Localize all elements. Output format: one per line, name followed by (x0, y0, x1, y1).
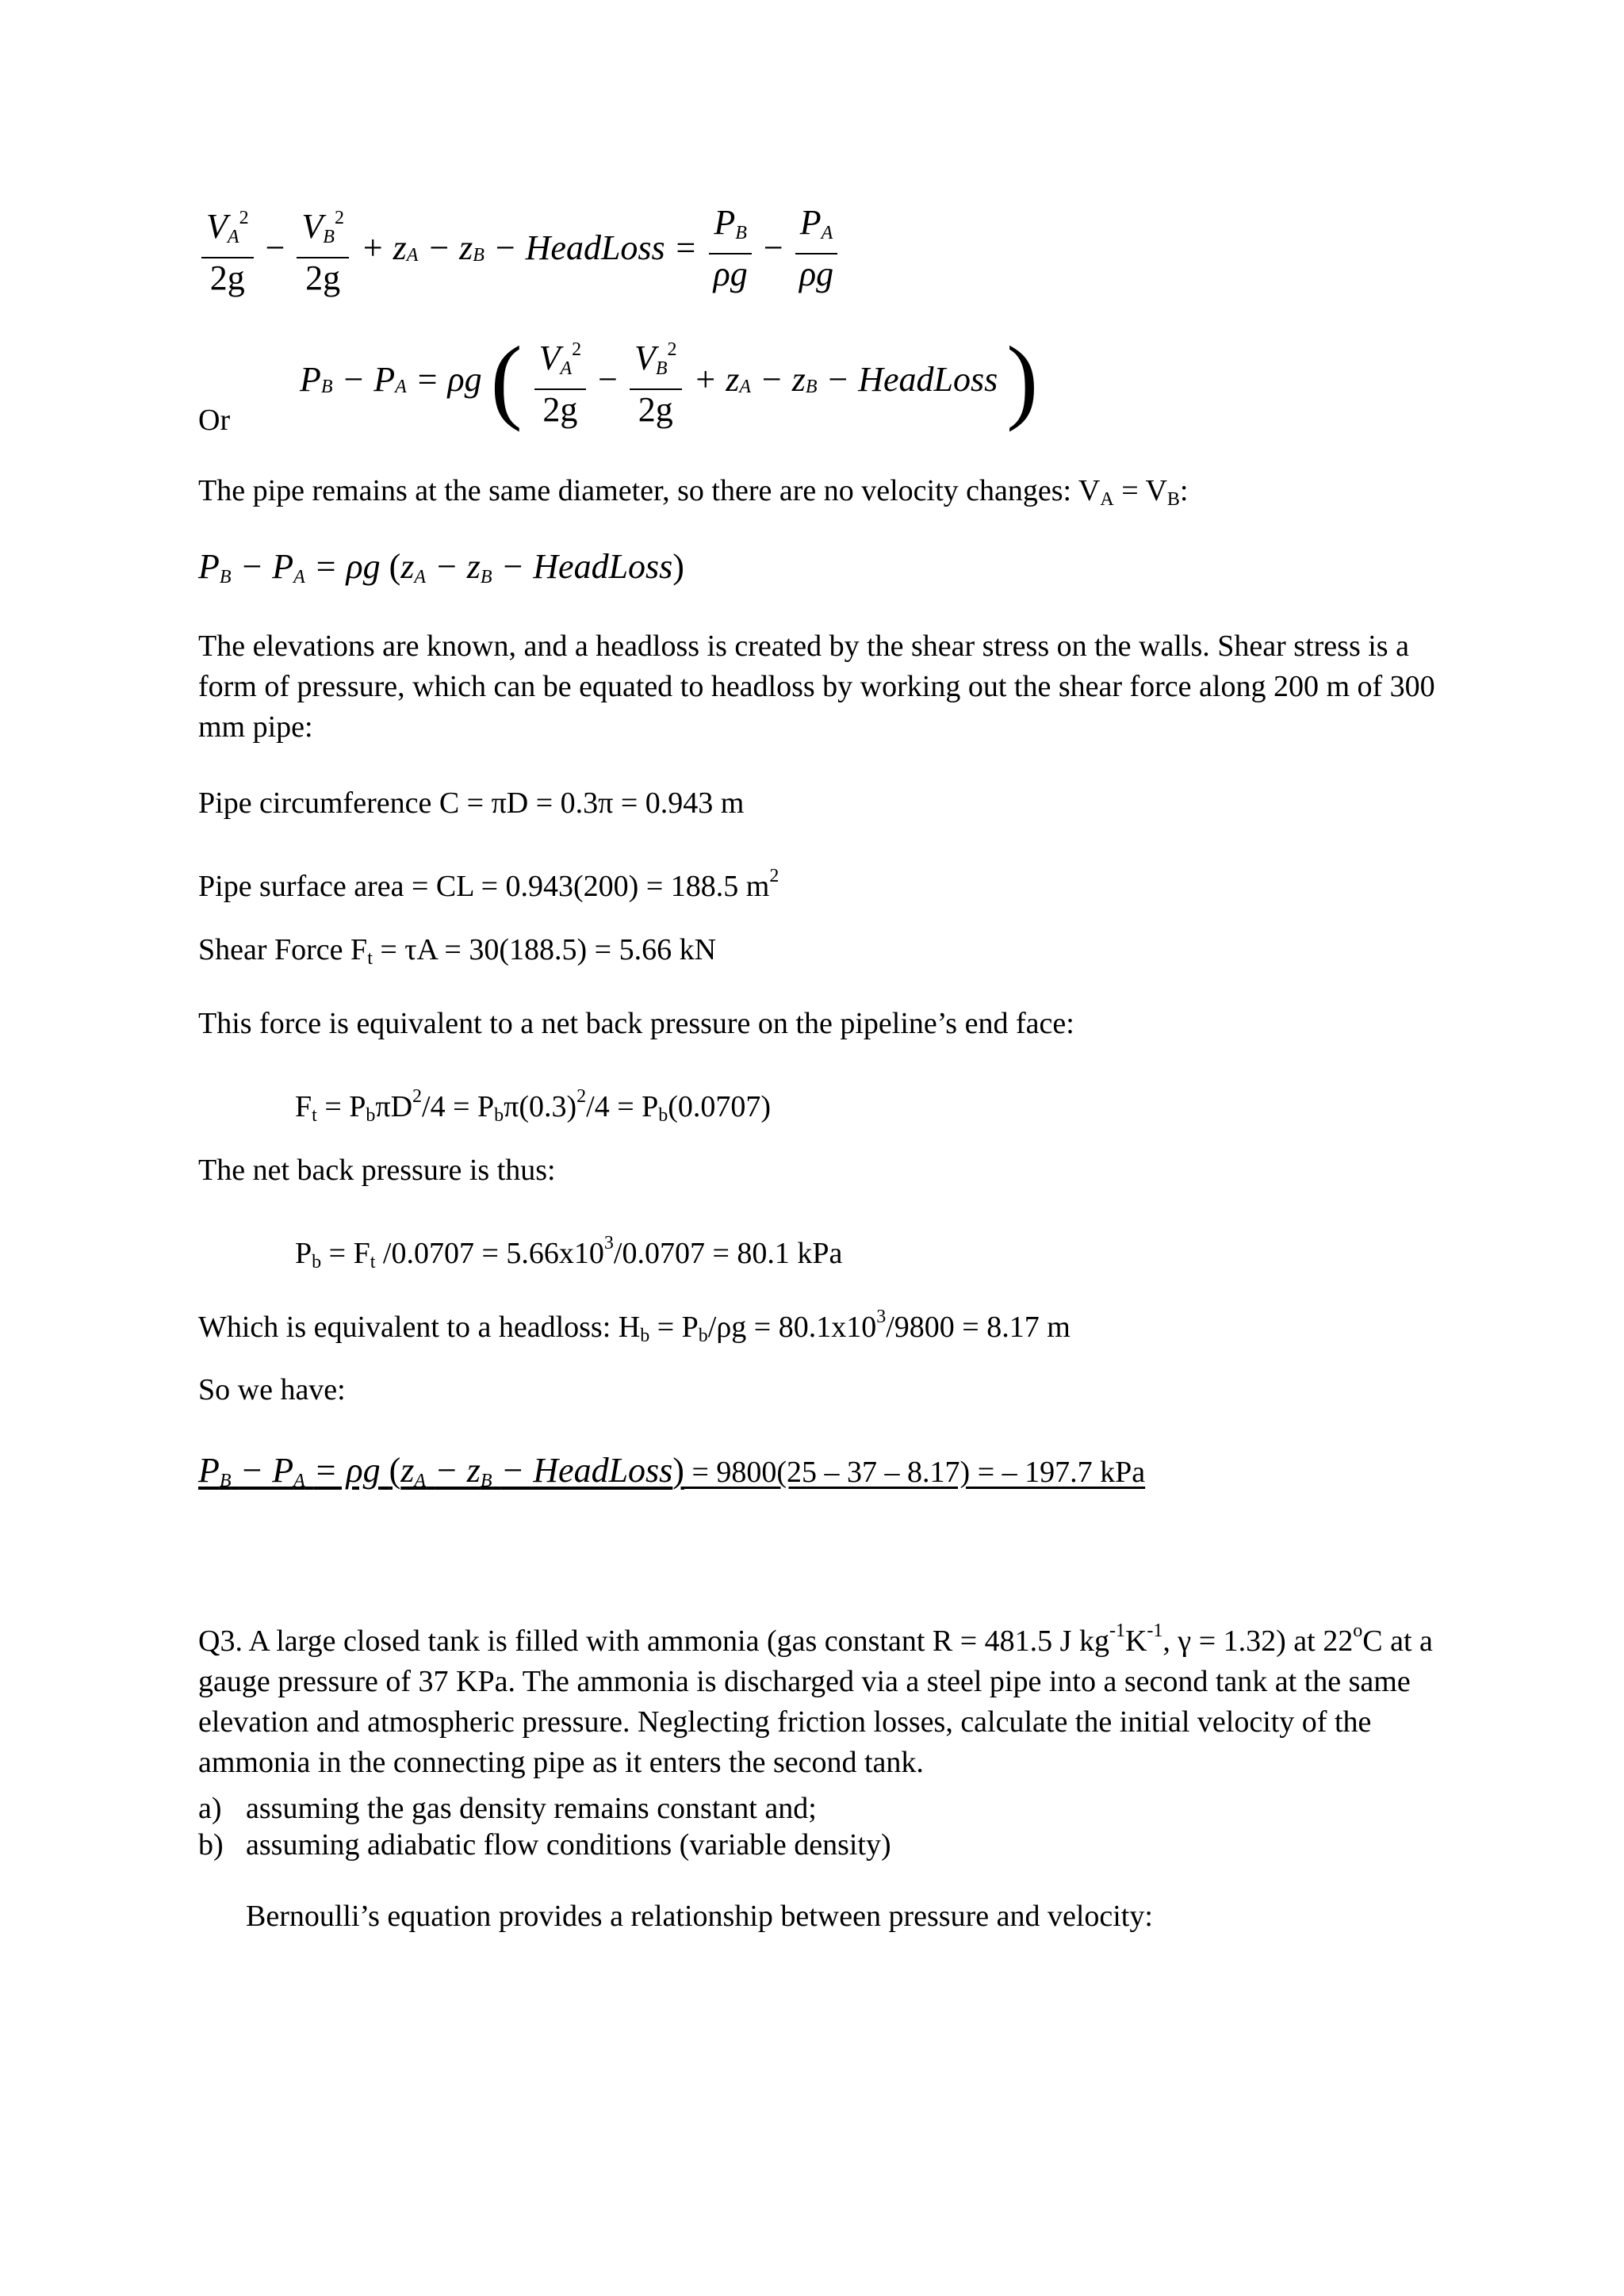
paragraph-elevations: The elevations are known, and a headloss is created by the shear stress on the walls. Shear stress is a form of pressure, which can be equated to headloss by working out the shear force along 200 m of 300 mm pipe: (198, 629, 1435, 744)
fraction-pb: $\frac{P_B}{\rho g}$ (709, 205, 752, 293)
equation-simplified: $P_B - P_A = \rho g$ ($z_A - z_B$ − HeadLoss) (198, 547, 684, 587)
line-so-we-have: So we have: (198, 1373, 346, 1406)
list-item-a: a) assuming the gas density remains constant and; (198, 1792, 817, 1825)
equation-pressure-difference: $P_B - P_A = \rho g$ ( $\frac{V_A^2}{2g}$ − $\frac{V_B^2}{2g}$ + $z_A - z_B$ − HeadLoss ) (300, 327, 1039, 432)
fraction-va2: $\frac{V_A^2}{2g}$ (201, 200, 254, 297)
fraction-pa: $\frac{P_A}{\rho g}$ (795, 205, 838, 293)
fraction-vb2: $\frac{V_B^2}{2g}$ (297, 200, 349, 297)
line-circumference: Pipe circumference C = πD = 0.3π = 0.943 m (198, 786, 745, 820)
line-net-back-pressure: The net back pressure is thus: (198, 1154, 556, 1187)
line-headloss: Which is equivalent to a headloss: $H_b = P_b/\rho g = 80.1x10^3/9800 = 8.17$ m (198, 1307, 1071, 1346)
line-pb-formula: $P_b = F_t$ $/0.0707 = 5.66x10^3/0.0707 = 80.1$ kPa (295, 1233, 843, 1272)
list-item-b: b) assuming adiabatic flow conditions (variable density) (198, 1828, 891, 1862)
line-force-equivalent: This force is equivalent to a net back pressure on the pipeline’s end face: (198, 1007, 1074, 1040)
equation-final-result: $P_B - P_A = \rho g$ ($z_A - z_B$ − HeadLoss) = 9800(25 – 37 – 8.17) = – 197.7 kPa (198, 1451, 1146, 1491)
fraction-vb2-b: $\frac{V_B^2}{2g}$ (630, 331, 682, 428)
fraction-va2-b: $\frac{V_A^2}{2g}$ (534, 331, 587, 428)
line-shear-force: Shear Force $F_t = \tau A = 30(188.5) = 5.66$ kN (198, 933, 717, 969)
line-surface-area: Pipe surface area = CL = 0.943(200) = 188.5 $m^2$ (198, 866, 779, 903)
line-bernoulli: Bernoulli’s equation provides a relationship between pressure and velocity: (246, 1900, 1153, 1933)
or-label: Or (198, 404, 231, 437)
equation-energy: $\frac{V_A^2}{2g}$ − $\frac{V_B^2}{2g}$ + $z_A - z_B$ − HeadLoss = $\frac{P_B}{\rho g}$ − $\frac{P_A}{\rho g}$ (198, 200, 841, 297)
paragraph-same-diameter: The pipe remains at the same diameter, so there are no velocity changes: $V_A = V_B$: (198, 474, 1189, 510)
question-3: Q3. A large closed tank is filled with ammonia (gas constant R = 481.5 J $kg^{-1}K^{-1}$, γ = 1.32) at 22$^o$C at a gauge pressure of 37 KPa. The ammonia is discharged via a steel pipe into a second tank at the same elevation and atmospheric pressure. Neglecting friction losses, calculate the initial velocity of the ammonia in the connecting pipe as it enters the second tank. (198, 1621, 1433, 1779)
line-ft-formula: $F_t = P_b\pi D^2/4 = P_b\pi(0.3)^2/4 = P_b(0.0707)$ (295, 1086, 772, 1126)
